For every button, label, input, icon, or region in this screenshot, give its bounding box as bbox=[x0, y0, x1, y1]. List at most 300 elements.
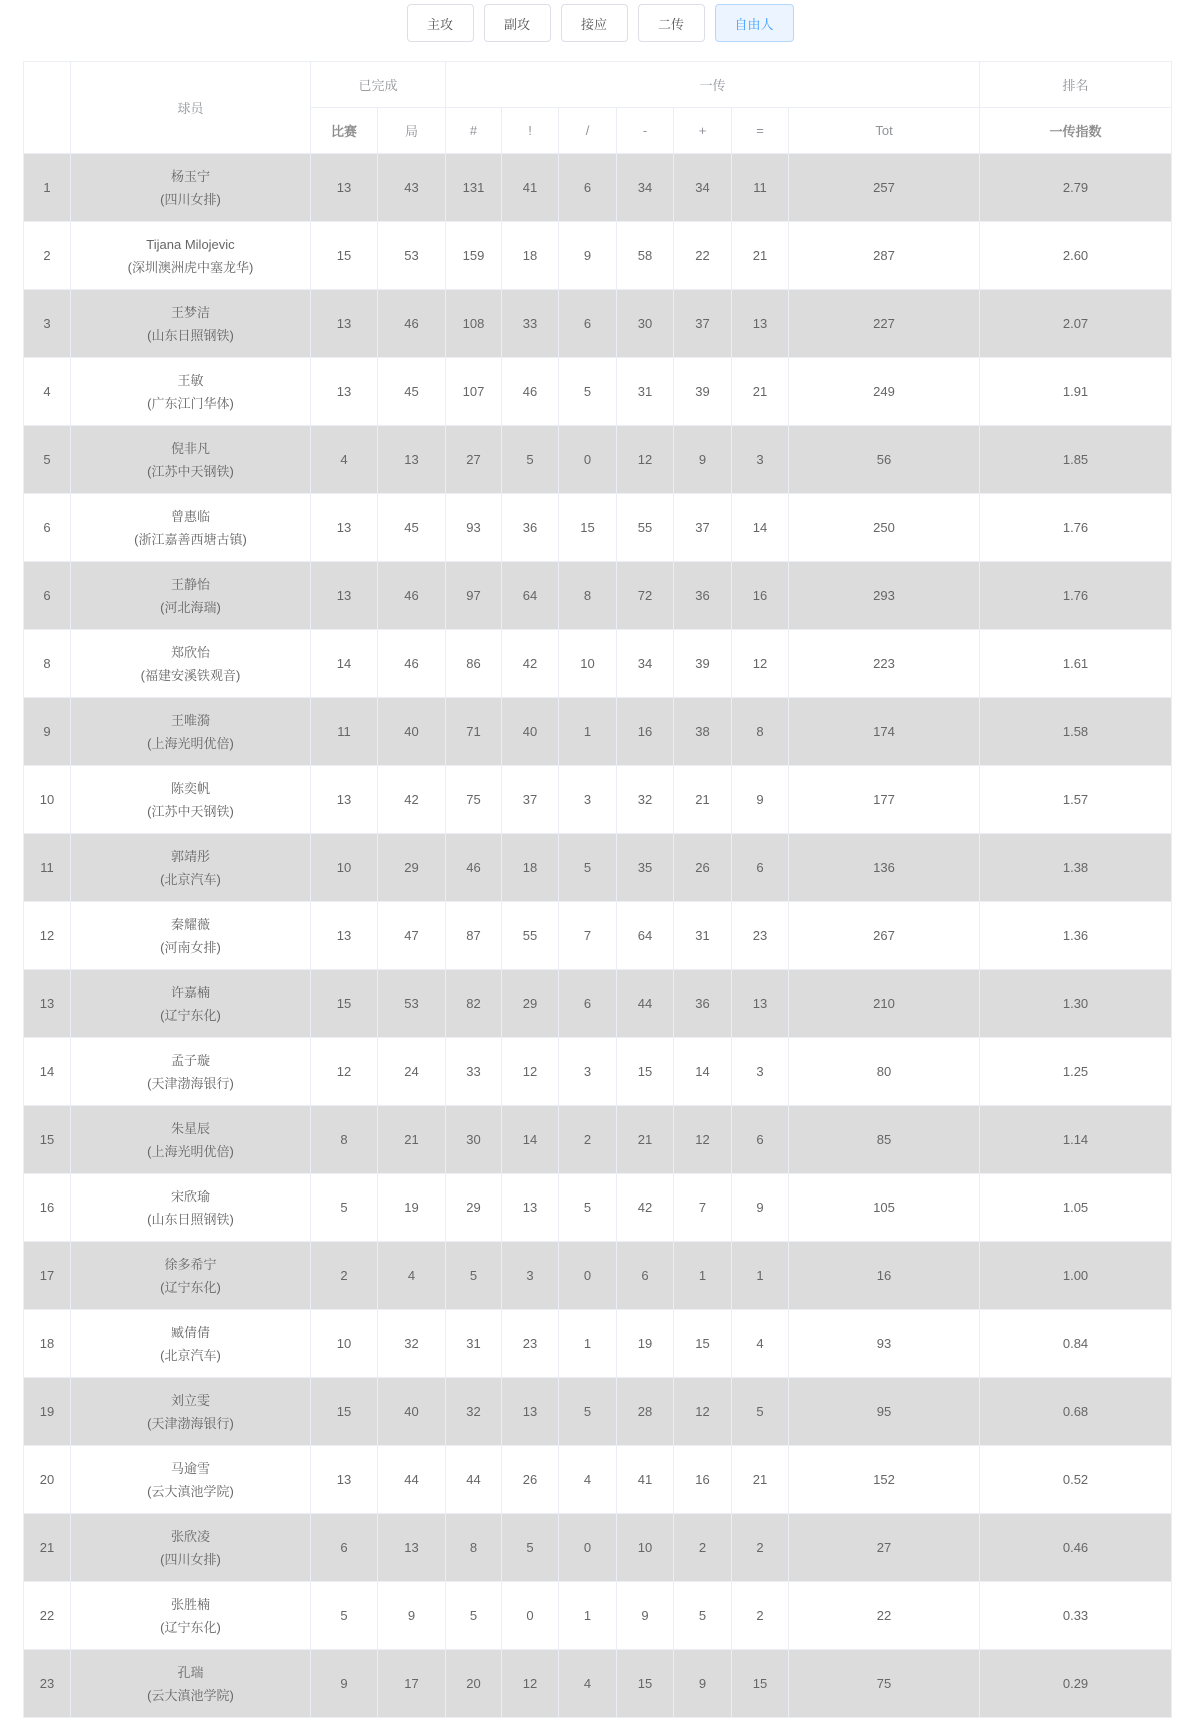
poor-cell: 34 bbox=[617, 630, 674, 698]
good-cell: 5 bbox=[502, 1514, 559, 1582]
positive-cell: 37 bbox=[674, 494, 732, 562]
player-team: (江苏中天钢铁) bbox=[147, 803, 234, 819]
player-team: (云大滇池学院) bbox=[147, 1483, 234, 1499]
error-cell: 2 bbox=[732, 1514, 789, 1582]
player-team: (辽宁东化) bbox=[160, 1007, 221, 1023]
table-row[interactable] bbox=[24, 970, 1172, 1038]
matches-cell: 13 bbox=[311, 766, 378, 834]
overpass-cell: 2 bbox=[559, 1106, 617, 1174]
player-name: 臧倩倩 bbox=[170, 1324, 210, 1340]
total-cell: 267 bbox=[789, 902, 980, 970]
player-name: 郭靖彤 bbox=[170, 848, 210, 864]
player-cell bbox=[71, 834, 311, 902]
reception-index-cell: 2.79 bbox=[980, 154, 1172, 222]
poor-cell: 72 bbox=[617, 562, 674, 630]
player-team: (河南女排) bbox=[160, 939, 221, 955]
positive-cell: 38 bbox=[674, 698, 732, 766]
positive-cell: 26 bbox=[674, 834, 732, 902]
perfect-cell: 8 bbox=[446, 1514, 502, 1582]
positive-cell: 34 bbox=[674, 154, 732, 222]
player-team: (辽宁东化) bbox=[160, 1619, 221, 1635]
header-good[interactable]: ! bbox=[502, 108, 559, 154]
error-cell: 21 bbox=[732, 358, 789, 426]
table-row[interactable] bbox=[24, 1242, 1172, 1310]
poor-cell: 30 bbox=[617, 290, 674, 358]
poor-cell: 31 bbox=[617, 358, 674, 426]
perfect-cell: 44 bbox=[446, 1446, 502, 1514]
positive-cell: 9 bbox=[674, 1650, 732, 1718]
table-row[interactable] bbox=[24, 698, 1172, 766]
player-team: (山东日照钢铁) bbox=[147, 327, 234, 343]
overpass-cell: 6 bbox=[559, 290, 617, 358]
error-cell: 11 bbox=[732, 154, 789, 222]
reception-index-cell: 1.30 bbox=[980, 970, 1172, 1038]
poor-cell: 58 bbox=[617, 222, 674, 290]
sets-cell: 9 bbox=[378, 1582, 446, 1650]
poor-cell: 15 bbox=[617, 1650, 674, 1718]
matches-cell: 8 bbox=[311, 1106, 378, 1174]
rank-cell: 3 bbox=[24, 290, 71, 358]
table-row[interactable] bbox=[24, 562, 1172, 630]
good-cell: 18 bbox=[502, 222, 559, 290]
table-row[interactable] bbox=[24, 1446, 1172, 1514]
reception-index-cell: 1.00 bbox=[980, 1242, 1172, 1310]
perfect-cell: 107 bbox=[446, 358, 502, 426]
table-row[interactable] bbox=[24, 1310, 1172, 1378]
error-cell: 2 bbox=[732, 1582, 789, 1650]
total-cell: 95 bbox=[789, 1378, 980, 1446]
matches-cell: 4 bbox=[311, 426, 378, 494]
good-cell: 26 bbox=[502, 1446, 559, 1514]
reception-index-cell: 1.38 bbox=[980, 834, 1172, 902]
player-team: (上海光明优倍) bbox=[147, 735, 234, 751]
good-cell: 12 bbox=[502, 1038, 559, 1106]
total-cell: 27 bbox=[789, 1514, 980, 1582]
perfect-cell: 5 bbox=[446, 1242, 502, 1310]
rank-cell: 6 bbox=[24, 562, 71, 630]
header-perfect[interactable]: # bbox=[446, 108, 502, 154]
error-cell: 6 bbox=[732, 834, 789, 902]
total-cell: 293 bbox=[789, 562, 980, 630]
player-cell bbox=[71, 222, 311, 290]
rank-cell: 23 bbox=[24, 1650, 71, 1718]
matches-cell: 11 bbox=[311, 698, 378, 766]
poor-cell: 41 bbox=[617, 1446, 674, 1514]
positive-cell: 36 bbox=[674, 970, 732, 1038]
total-cell: 227 bbox=[789, 290, 980, 358]
perfect-cell: 31 bbox=[446, 1310, 502, 1378]
player-cell bbox=[71, 1106, 311, 1174]
perfect-cell: 108 bbox=[446, 290, 502, 358]
reception-index-cell: 1.76 bbox=[980, 494, 1172, 562]
overpass-cell: 0 bbox=[559, 1514, 617, 1582]
rank-cell: 2 bbox=[24, 222, 71, 290]
reception-index-cell: 0.68 bbox=[980, 1378, 1172, 1446]
player-cell bbox=[71, 1242, 311, 1310]
header-reception-index[interactable]: 一传指数 bbox=[980, 108, 1172, 154]
perfect-cell: 97 bbox=[446, 562, 502, 630]
player-cell bbox=[71, 562, 311, 630]
player-cell bbox=[71, 1038, 311, 1106]
good-cell: 14 bbox=[502, 1106, 559, 1174]
total-cell: 152 bbox=[789, 1446, 980, 1514]
poor-cell: 28 bbox=[617, 1378, 674, 1446]
table-body bbox=[24, 154, 1172, 1718]
matches-cell: 6 bbox=[311, 1514, 378, 1582]
perfect-cell: 159 bbox=[446, 222, 502, 290]
reception-index-cell: 1.36 bbox=[980, 902, 1172, 970]
reception-index-cell: 2.07 bbox=[980, 290, 1172, 358]
matches-cell: 13 bbox=[311, 494, 378, 562]
reception-index-cell: 1.25 bbox=[980, 1038, 1172, 1106]
error-cell: 16 bbox=[732, 562, 789, 630]
reception-index-cell: 1.91 bbox=[980, 358, 1172, 426]
sets-cell: 46 bbox=[378, 290, 446, 358]
good-cell: 13 bbox=[502, 1174, 559, 1242]
overpass-cell: 6 bbox=[559, 970, 617, 1038]
overpass-cell: 1 bbox=[559, 698, 617, 766]
sets-cell: 53 bbox=[378, 970, 446, 1038]
tab-outside-hitter[interactable]: 主攻 bbox=[407, 4, 474, 42]
perfect-cell: 33 bbox=[446, 1038, 502, 1106]
total-cell: 56 bbox=[789, 426, 980, 494]
table-row[interactable] bbox=[24, 494, 1172, 562]
positive-cell: 39 bbox=[674, 358, 732, 426]
header-overpass[interactable]: / bbox=[559, 108, 617, 154]
sets-cell: 44 bbox=[378, 1446, 446, 1514]
total-cell: 22 bbox=[789, 1582, 980, 1650]
total-cell: 223 bbox=[789, 630, 980, 698]
error-cell: 9 bbox=[732, 1174, 789, 1242]
poor-cell: 64 bbox=[617, 902, 674, 970]
perfect-cell: 87 bbox=[446, 902, 502, 970]
player-name: 孟子璇 bbox=[170, 1052, 210, 1068]
player-cell bbox=[71, 358, 311, 426]
sets-cell: 47 bbox=[378, 902, 446, 970]
player-team: (福建安溪铁观音) bbox=[140, 667, 241, 683]
positive-cell: 2 bbox=[674, 1514, 732, 1582]
player-cell bbox=[71, 1514, 311, 1582]
good-cell: 41 bbox=[502, 154, 559, 222]
header-group-reception: 一传 bbox=[446, 62, 980, 108]
matches-cell: 2 bbox=[311, 1242, 378, 1310]
positive-cell: 36 bbox=[674, 562, 732, 630]
player-name: 孔瑞 bbox=[177, 1664, 204, 1680]
matches-cell: 15 bbox=[311, 1378, 378, 1446]
rank-cell: 15 bbox=[24, 1106, 71, 1174]
sets-cell: 46 bbox=[378, 630, 446, 698]
header-group-rank: 排名 bbox=[980, 62, 1172, 108]
matches-cell: 15 bbox=[311, 970, 378, 1038]
header-total[interactable]: Tot bbox=[789, 108, 980, 154]
player-team: (广东江门华体) bbox=[147, 395, 234, 411]
reception-index-cell: 1.05 bbox=[980, 1174, 1172, 1242]
player-cell bbox=[71, 154, 311, 222]
perfect-cell: 86 bbox=[446, 630, 502, 698]
header-matches[interactable]: 比赛 bbox=[311, 108, 378, 154]
total-cell: 105 bbox=[789, 1174, 980, 1242]
header-poor[interactable]: - bbox=[617, 108, 674, 154]
good-cell: 18 bbox=[502, 834, 559, 902]
total-cell: 80 bbox=[789, 1038, 980, 1106]
total-cell: 210 bbox=[789, 970, 980, 1038]
sets-cell: 17 bbox=[378, 1650, 446, 1718]
sets-cell: 40 bbox=[378, 1378, 446, 1446]
sets-cell: 19 bbox=[378, 1174, 446, 1242]
sets-cell: 43 bbox=[378, 154, 446, 222]
table-row[interactable] bbox=[24, 766, 1172, 834]
poor-cell: 16 bbox=[617, 698, 674, 766]
table-row[interactable] bbox=[24, 902, 1172, 970]
error-cell: 8 bbox=[732, 698, 789, 766]
error-cell: 21 bbox=[732, 222, 789, 290]
player-name: 刘立雯 bbox=[170, 1392, 210, 1408]
player-cell bbox=[71, 902, 311, 970]
good-cell: 36 bbox=[502, 494, 559, 562]
error-cell: 13 bbox=[732, 290, 789, 358]
position-tabs bbox=[0, 4, 1200, 42]
rank-cell: 19 bbox=[24, 1378, 71, 1446]
tab-setter[interactable]: 二传 bbox=[638, 4, 705, 42]
positive-cell: 16 bbox=[674, 1446, 732, 1514]
player-cell bbox=[71, 1174, 311, 1242]
good-cell: 46 bbox=[502, 358, 559, 426]
table-row[interactable] bbox=[24, 1650, 1172, 1718]
poor-cell: 21 bbox=[617, 1106, 674, 1174]
matches-cell: 13 bbox=[311, 1446, 378, 1514]
poor-cell: 19 bbox=[617, 1310, 674, 1378]
rank-cell: 10 bbox=[24, 766, 71, 834]
overpass-cell: 5 bbox=[559, 834, 617, 902]
reception-index-cell: 1.85 bbox=[980, 426, 1172, 494]
rank-cell: 6 bbox=[24, 494, 71, 562]
good-cell: 37 bbox=[502, 766, 559, 834]
error-cell: 13 bbox=[732, 970, 789, 1038]
good-cell: 23 bbox=[502, 1310, 559, 1378]
poor-cell: 32 bbox=[617, 766, 674, 834]
poor-cell: 12 bbox=[617, 426, 674, 494]
poor-cell: 10 bbox=[617, 1514, 674, 1582]
matches-cell: 14 bbox=[311, 630, 378, 698]
reception-index-cell: 0.46 bbox=[980, 1514, 1172, 1582]
poor-cell: 15 bbox=[617, 1038, 674, 1106]
table-row[interactable] bbox=[24, 358, 1172, 426]
good-cell: 64 bbox=[502, 562, 559, 630]
poor-cell: 9 bbox=[617, 1582, 674, 1650]
error-cell: 15 bbox=[732, 1650, 789, 1718]
error-cell: 14 bbox=[732, 494, 789, 562]
tab-opposite[interactable]: 接应 bbox=[561, 4, 628, 42]
sets-cell: 45 bbox=[378, 494, 446, 562]
overpass-cell: 10 bbox=[559, 630, 617, 698]
sets-cell: 13 bbox=[378, 1514, 446, 1582]
player-name: 王梦洁 bbox=[170, 304, 210, 320]
player-name: 王敏 bbox=[177, 372, 204, 388]
error-cell: 3 bbox=[732, 1038, 789, 1106]
total-cell: 85 bbox=[789, 1106, 980, 1174]
perfect-cell: 32 bbox=[446, 1378, 502, 1446]
poor-cell: 34 bbox=[617, 154, 674, 222]
table-row[interactable] bbox=[24, 834, 1172, 902]
perfect-cell: 29 bbox=[446, 1174, 502, 1242]
positive-cell: 37 bbox=[674, 290, 732, 358]
table-row[interactable] bbox=[24, 426, 1172, 494]
header-rank-number bbox=[24, 62, 71, 154]
player-team: (天津渤海银行) bbox=[147, 1415, 234, 1431]
header-player[interactable]: 球员 bbox=[71, 62, 311, 154]
matches-cell: 5 bbox=[311, 1174, 378, 1242]
player-name: 秦耀薇 bbox=[170, 916, 210, 932]
poor-cell: 6 bbox=[617, 1242, 674, 1310]
rank-cell: 17 bbox=[24, 1242, 71, 1310]
total-cell: 16 bbox=[789, 1242, 980, 1310]
matches-cell: 5 bbox=[311, 1582, 378, 1650]
player-cell bbox=[71, 1378, 311, 1446]
matches-cell: 13 bbox=[311, 154, 378, 222]
overpass-cell: 4 bbox=[559, 1650, 617, 1718]
player-name: 王唯漪 bbox=[170, 712, 210, 728]
overpass-cell: 1 bbox=[559, 1310, 617, 1378]
error-cell: 1 bbox=[732, 1242, 789, 1310]
header-sets[interactable]: 局 bbox=[378, 108, 446, 154]
table-row[interactable] bbox=[24, 154, 1172, 222]
total-cell: 287 bbox=[789, 222, 980, 290]
overpass-cell: 5 bbox=[559, 1174, 617, 1242]
perfect-cell: 5 bbox=[446, 1582, 502, 1650]
player-cell bbox=[71, 698, 311, 766]
error-cell: 4 bbox=[732, 1310, 789, 1378]
header-positive[interactable]: + bbox=[674, 108, 732, 154]
sets-cell: 13 bbox=[378, 426, 446, 494]
player-team: (四川女排) bbox=[160, 1551, 221, 1567]
perfect-cell: 46 bbox=[446, 834, 502, 902]
rank-cell: 21 bbox=[24, 1514, 71, 1582]
player-cell bbox=[71, 1446, 311, 1514]
matches-cell: 15 bbox=[311, 222, 378, 290]
positive-cell: 31 bbox=[674, 902, 732, 970]
good-cell: 12 bbox=[502, 1650, 559, 1718]
good-cell: 33 bbox=[502, 290, 559, 358]
table-row[interactable] bbox=[24, 1038, 1172, 1106]
player-team: (深圳澳洲虎中塞龙华) bbox=[127, 259, 254, 275]
player-name: 杨玉宁 bbox=[170, 168, 210, 184]
table-row[interactable] bbox=[24, 1378, 1172, 1446]
rank-cell: 5 bbox=[24, 426, 71, 494]
rank-cell: 12 bbox=[24, 902, 71, 970]
tab-libero[interactable]: 自由人 bbox=[715, 4, 794, 42]
good-cell: 5 bbox=[502, 426, 559, 494]
player-name: 朱星辰 bbox=[170, 1120, 210, 1136]
player-team: (北京汽车) bbox=[160, 1347, 221, 1363]
perfect-cell: 20 bbox=[446, 1650, 502, 1718]
rank-cell: 18 bbox=[24, 1310, 71, 1378]
total-cell: 177 bbox=[789, 766, 980, 834]
perfect-cell: 75 bbox=[446, 766, 502, 834]
rank-cell: 9 bbox=[24, 698, 71, 766]
matches-cell: 13 bbox=[311, 358, 378, 426]
positive-cell: 7 bbox=[674, 1174, 732, 1242]
table-row[interactable] bbox=[24, 1582, 1172, 1650]
good-cell: 40 bbox=[502, 698, 559, 766]
player-name: 陈奕帆 bbox=[170, 780, 210, 796]
positive-cell: 5 bbox=[674, 1582, 732, 1650]
poor-cell: 42 bbox=[617, 1174, 674, 1242]
player-name: 张欣凌 bbox=[170, 1528, 210, 1544]
player-name: 许嘉楠 bbox=[170, 984, 210, 1000]
overpass-cell: 7 bbox=[559, 902, 617, 970]
overpass-cell: 6 bbox=[559, 154, 617, 222]
total-cell: 250 bbox=[789, 494, 980, 562]
total-cell: 249 bbox=[789, 358, 980, 426]
poor-cell: 55 bbox=[617, 494, 674, 562]
table-row[interactable] bbox=[24, 630, 1172, 698]
player-team: (北京汽车) bbox=[160, 871, 221, 887]
player-name: 王静怡 bbox=[170, 576, 210, 592]
header-error[interactable]: = bbox=[732, 108, 789, 154]
overpass-cell: 8 bbox=[559, 562, 617, 630]
table-row[interactable] bbox=[24, 1174, 1172, 1242]
error-cell: 3 bbox=[732, 426, 789, 494]
player-cell bbox=[71, 1650, 311, 1718]
reception-index-cell: 1.61 bbox=[980, 630, 1172, 698]
reception-index-cell: 0.52 bbox=[980, 1446, 1172, 1514]
poor-cell: 35 bbox=[617, 834, 674, 902]
error-cell: 23 bbox=[732, 902, 789, 970]
table-row[interactable] bbox=[24, 222, 1172, 290]
reception-index-cell: 1.57 bbox=[980, 766, 1172, 834]
player-team: (河北海瑞) bbox=[160, 599, 221, 615]
player-team: (山东日照钢铁) bbox=[147, 1211, 234, 1227]
reception-index-cell: 0.29 bbox=[980, 1650, 1172, 1718]
perfect-cell: 27 bbox=[446, 426, 502, 494]
total-cell: 93 bbox=[789, 1310, 980, 1378]
table-row[interactable] bbox=[24, 1514, 1172, 1582]
rank-cell: 4 bbox=[24, 358, 71, 426]
overpass-cell: 15 bbox=[559, 494, 617, 562]
table-row[interactable] bbox=[24, 1106, 1172, 1174]
reception-index-cell: 0.84 bbox=[980, 1310, 1172, 1378]
positive-cell: 22 bbox=[674, 222, 732, 290]
sets-cell: 42 bbox=[378, 766, 446, 834]
error-cell: 9 bbox=[732, 766, 789, 834]
overpass-cell: 0 bbox=[559, 1242, 617, 1310]
positive-cell: 15 bbox=[674, 1310, 732, 1378]
sets-cell: 29 bbox=[378, 834, 446, 902]
player-team: (天津渤海银行) bbox=[147, 1075, 234, 1091]
overpass-cell: 5 bbox=[559, 1378, 617, 1446]
perfect-cell: 82 bbox=[446, 970, 502, 1038]
header-group-completed: 已完成 bbox=[311, 62, 446, 108]
sets-cell: 24 bbox=[378, 1038, 446, 1106]
player-name: 宋欣瑜 bbox=[170, 1188, 210, 1204]
player-team: (云大滇池学院) bbox=[147, 1687, 234, 1703]
player-team: (四川女排) bbox=[160, 191, 221, 207]
good-cell: 42 bbox=[502, 630, 559, 698]
overpass-cell: 1 bbox=[559, 1582, 617, 1650]
reception-stats-table bbox=[23, 61, 1172, 1718]
player-name: Tijana Milojevic bbox=[146, 236, 235, 252]
matches-cell: 9 bbox=[311, 1650, 378, 1718]
reception-index-cell: 2.60 bbox=[980, 222, 1172, 290]
positive-cell: 9 bbox=[674, 426, 732, 494]
overpass-cell: 3 bbox=[559, 1038, 617, 1106]
tab-middle-blocker[interactable]: 副攻 bbox=[484, 4, 551, 42]
error-cell: 5 bbox=[732, 1378, 789, 1446]
reception-index-cell: 1.14 bbox=[980, 1106, 1172, 1174]
table-row[interactable] bbox=[24, 290, 1172, 358]
player-cell bbox=[71, 970, 311, 1038]
player-cell bbox=[71, 426, 311, 494]
